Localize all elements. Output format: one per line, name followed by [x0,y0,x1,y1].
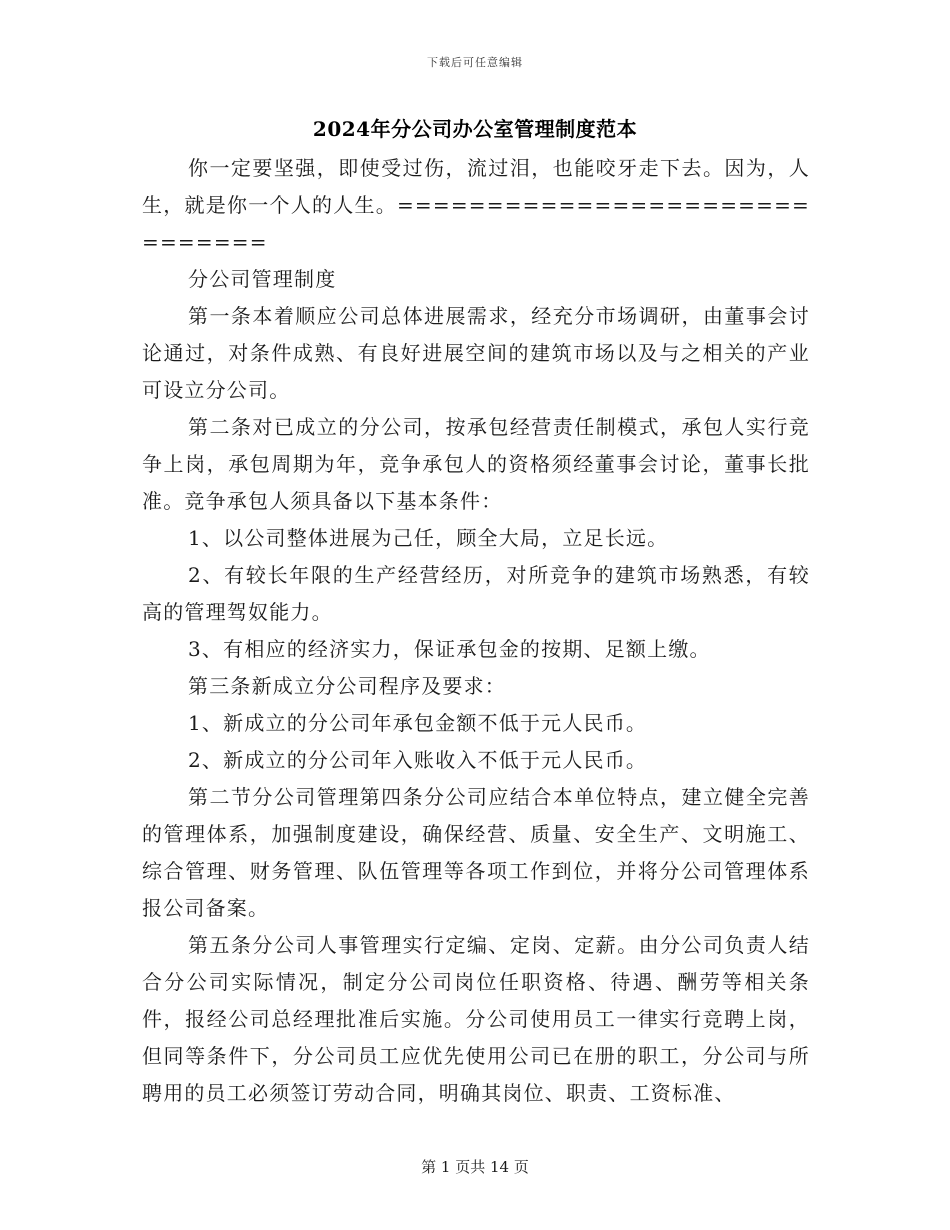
paragraph-section-heading: 分公司管理制度 [188,267,337,291]
paragraph-article-1: 第一条本着顺应公司总体进展需求，经充分市场调研，由董事会讨论通过，对条件成熟、有良好进展空间的建筑市场以及与之相关的产业可设立分公司。 [142,304,810,402]
header-note: 下载后可任意编辑 [427,56,523,69]
paragraph-condition-1: 1、以公司整体进展为己任，顾全大局，立足长远。 [188,526,669,550]
paragraph-condition-2: 2、有较长年限的生产经营经历，对所竞争的建筑市场熟悉，有较高的管理驾奴能力。 [142,563,810,624]
document-title: 2024年分公司办公室管理制度范本 [312,117,638,141]
paragraph-requirement-1: 1、新成立的分公司年承包金额不低于元人民币。 [188,711,648,735]
paragraph-article-2: 第二条对已成立的分公司，按承包经营责任制模式，承包人实行竞争上岗，承包周期为年，竞争承包人的资格须经董事会讨论，董事长批准。竞争承包人须具备以下基本条件： [142,415,810,513]
paragraph-article-3: 第三条新成立分公司程序及要求： [188,674,506,698]
paragraph-requirement-2: 2、新成立的分公司年入账收入不低于元人民币。 [188,748,648,772]
paragraph-condition-3: 3、有相应的经济实力，保证承包金的按期、足额上缴。 [188,637,711,661]
paragraph-intro: 你一定要坚强，即使受过伤，流过泪，也能咬牙走下去。因为，人生，就是你一个人的人生。============================== [142,156,810,254]
paragraph-article-4: 第二节分公司管理第四条分公司应结合本单位特点，建立健全完善的管理体系，加强制度建设，确保经营、质量、安全生产、文明施工、综合管理、财务管理、队伍管理等各项工作到位，并将分公司管理体系报公司备案。 [142,785,810,920]
paragraph-article-5: 第五条分公司人事管理实行定编、定岗、定薪。由分公司负责人结合分公司实际情况，制定分公司岗位任职资格、待遇、酬劳等相关条件，报经公司总经理批准后实施。分公司使用员工一律实行竞聘上岗，但同等条件下，分公司员工应优先使用公司已在册的职工，分公司与所聘用的员工必须签订劳动合同，明确其岗位、职责、工资标准、 [142,933,810,1105]
page-footer: 第 1 页共 14 页 [421,1158,529,1176]
document-body [142,150,810,1112]
